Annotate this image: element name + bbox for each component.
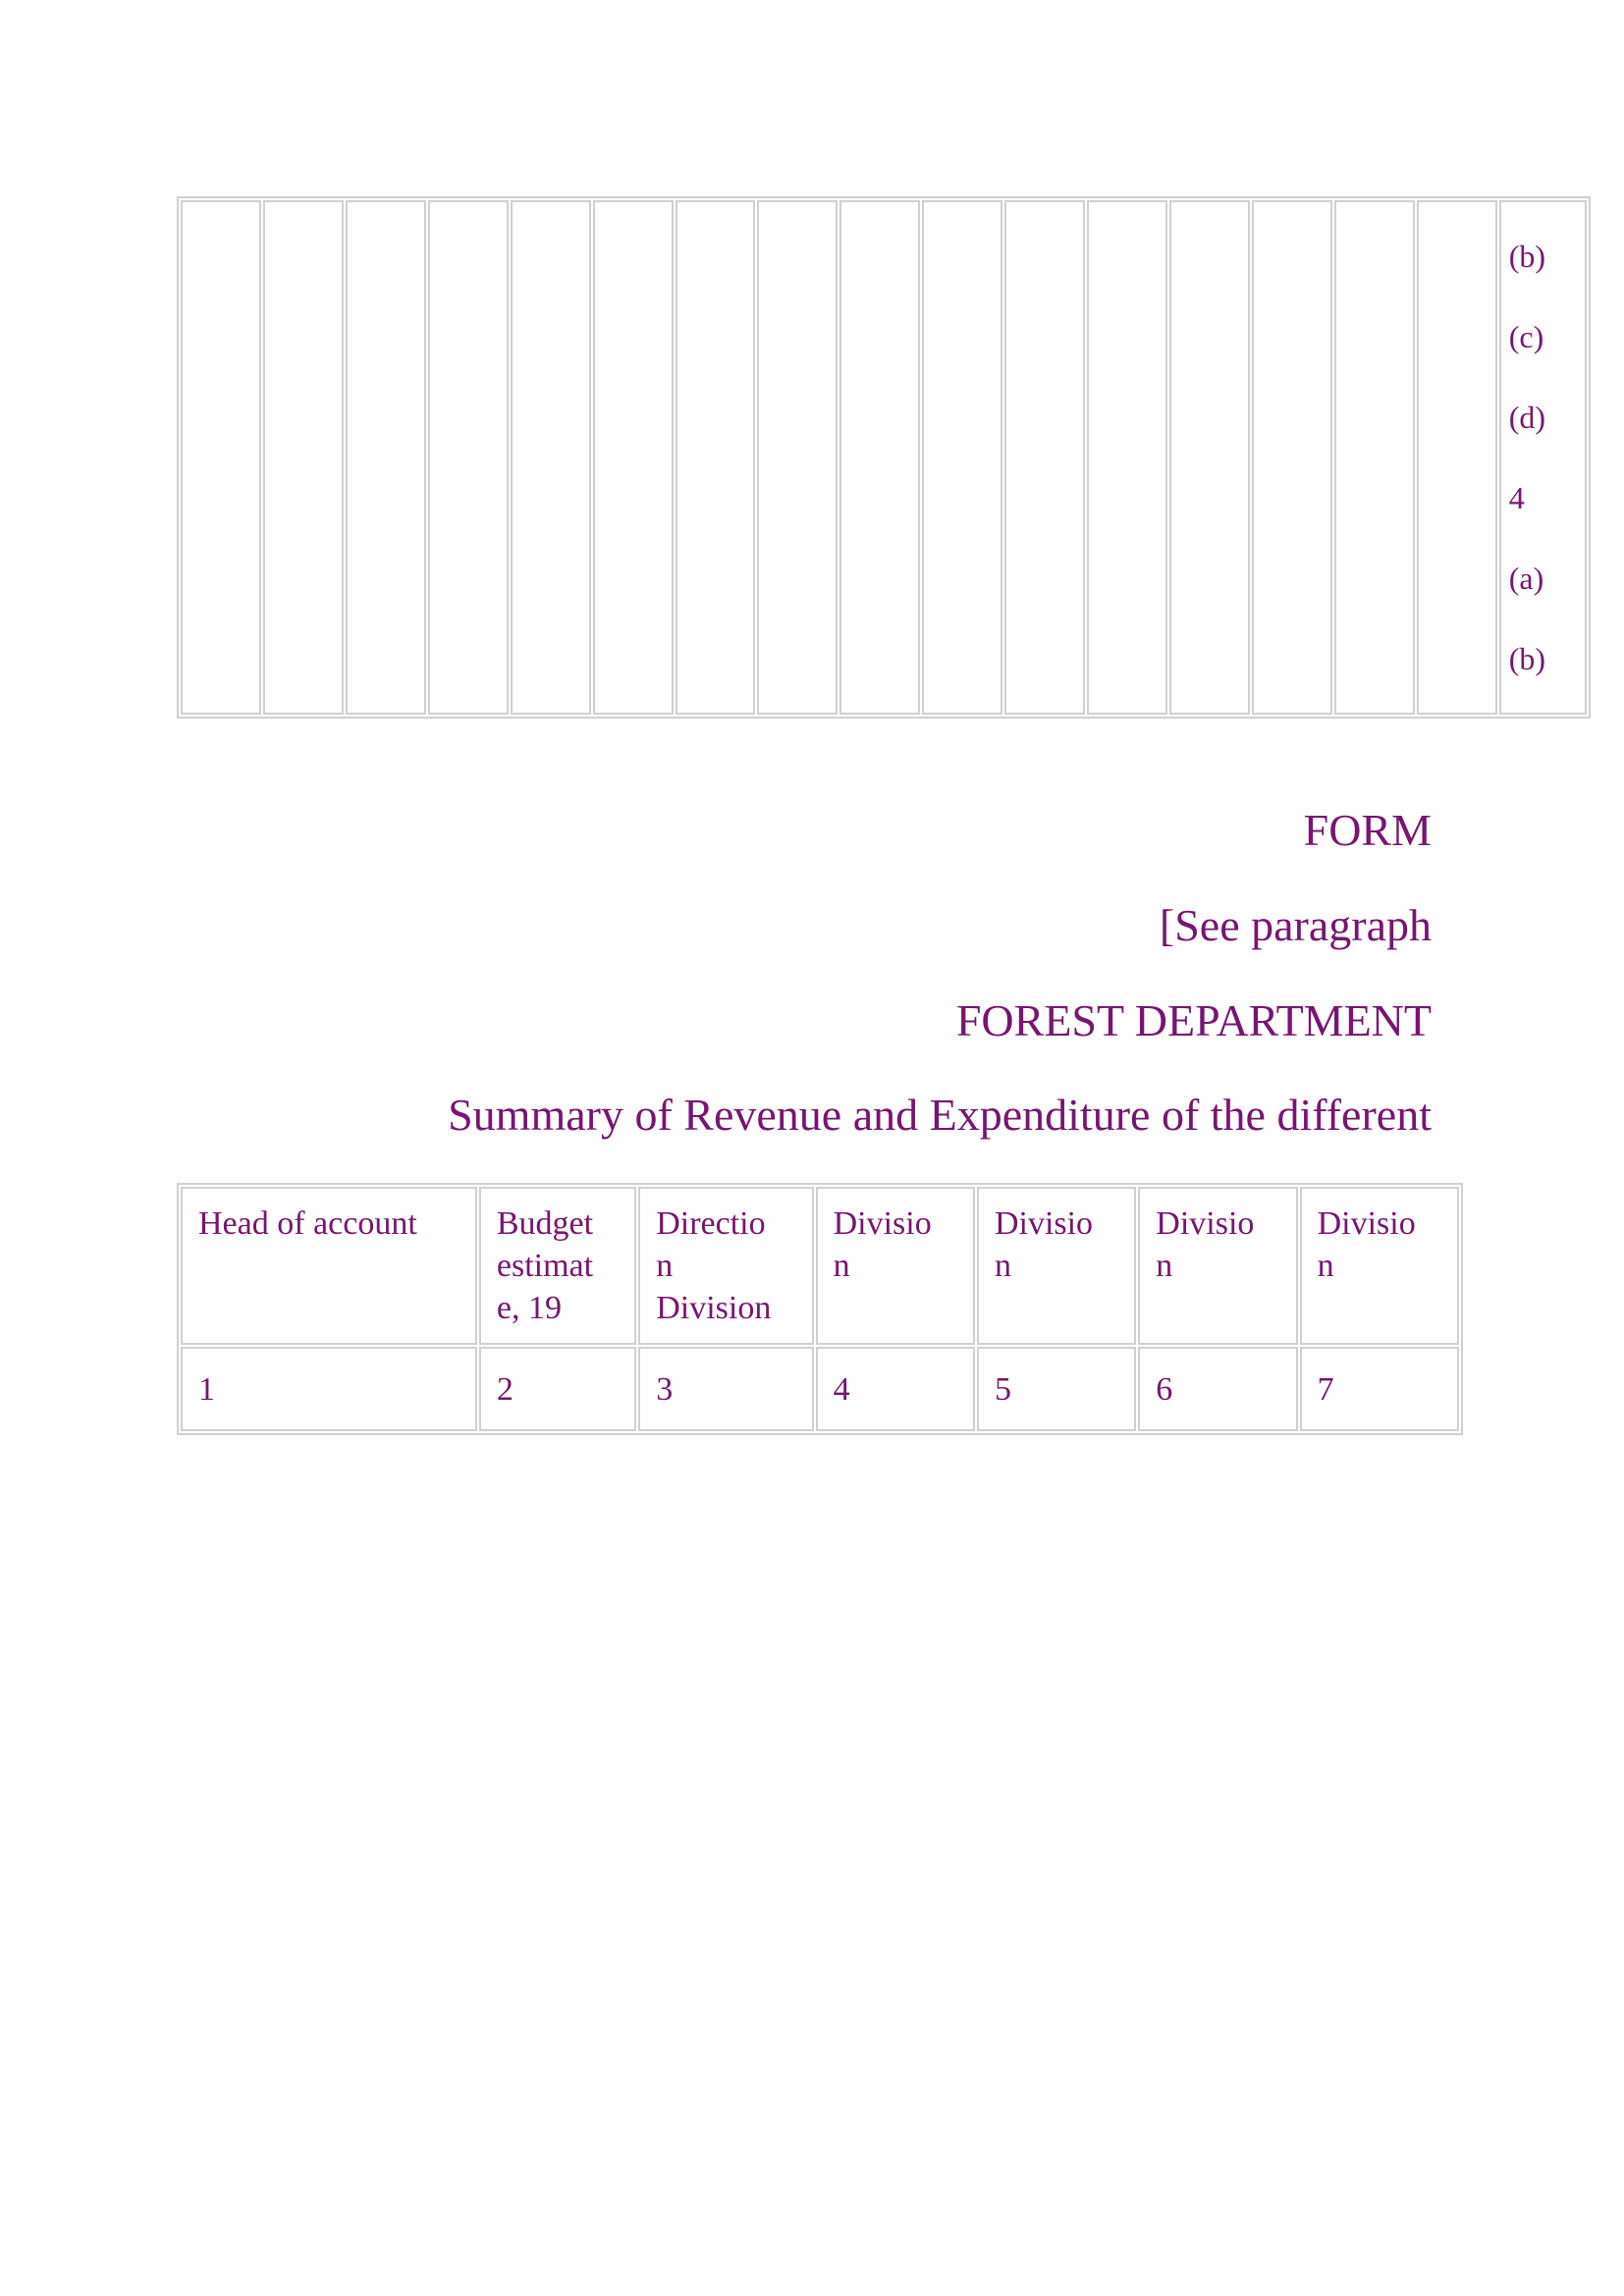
header-line: e, 19 — [496, 1290, 562, 1326]
header-line: Divisio — [1317, 1205, 1416, 1242]
summary-title: Summary of Revenue and Expenditure of the different — [448, 1090, 1432, 1140]
blank-grid-table — [177, 196, 1591, 719]
blank-grid-cell — [922, 200, 1002, 715]
form-title: FORM — [1303, 805, 1432, 855]
column-number-cell: 5 — [977, 1347, 1136, 1431]
header-line: Head of account — [198, 1205, 417, 1242]
blank-grid-cell — [1087, 200, 1167, 715]
blank-grid-cell — [1169, 200, 1250, 715]
header-line: Divisio — [833, 1205, 932, 1242]
header-line: n — [994, 1248, 1011, 1284]
header-line: estimat — [496, 1248, 594, 1284]
grid-row — [181, 200, 1587, 715]
marker-label: (b) — [1508, 641, 1546, 676]
header-line: Divisio — [994, 1205, 1094, 1242]
blank-grid-cell — [1004, 200, 1085, 715]
header-line: n — [833, 1248, 850, 1284]
marker-label: (a) — [1508, 561, 1544, 596]
marker-label: (b) — [1508, 239, 1546, 274]
blank-grid-cell — [1417, 200, 1497, 715]
header-line: n — [1156, 1248, 1173, 1284]
header-cell — [1138, 1187, 1297, 1345]
column-number-cell: 1 — [181, 1347, 477, 1431]
header-line: Directio — [656, 1205, 766, 1242]
blank-grid-cell — [1334, 200, 1415, 715]
blank-grid-cell — [511, 200, 591, 715]
column-number-cell: 2 — [479, 1347, 636, 1431]
header-cell — [977, 1187, 1136, 1345]
header-line: n — [656, 1248, 674, 1284]
header-cell — [638, 1187, 813, 1345]
form-reference: [See paragraph — [1159, 900, 1432, 950]
header-line: n — [1317, 1248, 1334, 1284]
header-cell — [181, 1187, 477, 1345]
marker-label: (c) — [1508, 319, 1544, 354]
header-cell — [479, 1187, 636, 1345]
column-number-cell: 3 — [638, 1347, 813, 1431]
table-header-row — [181, 1187, 1459, 1345]
marker-label: (d) — [1508, 400, 1546, 435]
header-cell — [1300, 1187, 1459, 1345]
column-number-cell: 4 — [816, 1347, 975, 1431]
blank-grid-cell — [757, 200, 838, 715]
blank-grid-cell — [1252, 200, 1332, 715]
department-title: FOREST DEPARTMENT — [955, 995, 1432, 1045]
marker-label: 4 — [1508, 480, 1525, 515]
blank-grid-cell — [593, 200, 674, 715]
blank-grid-cell — [346, 200, 426, 715]
header-cell — [816, 1187, 975, 1345]
header-line: Division — [656, 1290, 772, 1326]
column-number-row — [181, 1347, 1459, 1431]
blank-grid-cell — [839, 200, 920, 715]
blank-grid-cell — [263, 200, 344, 715]
marker-cell — [1499, 200, 1587, 715]
column-number-cell: 6 — [1138, 1347, 1297, 1431]
blank-grid-cell — [428, 200, 509, 715]
column-number-cell: 7 — [1300, 1347, 1459, 1431]
blank-grid-cell — [181, 200, 261, 715]
header-line: Budget — [496, 1205, 594, 1242]
header-line: Divisio — [1156, 1205, 1255, 1242]
blank-grid-cell — [676, 200, 756, 715]
summary-table — [177, 1183, 1463, 1435]
